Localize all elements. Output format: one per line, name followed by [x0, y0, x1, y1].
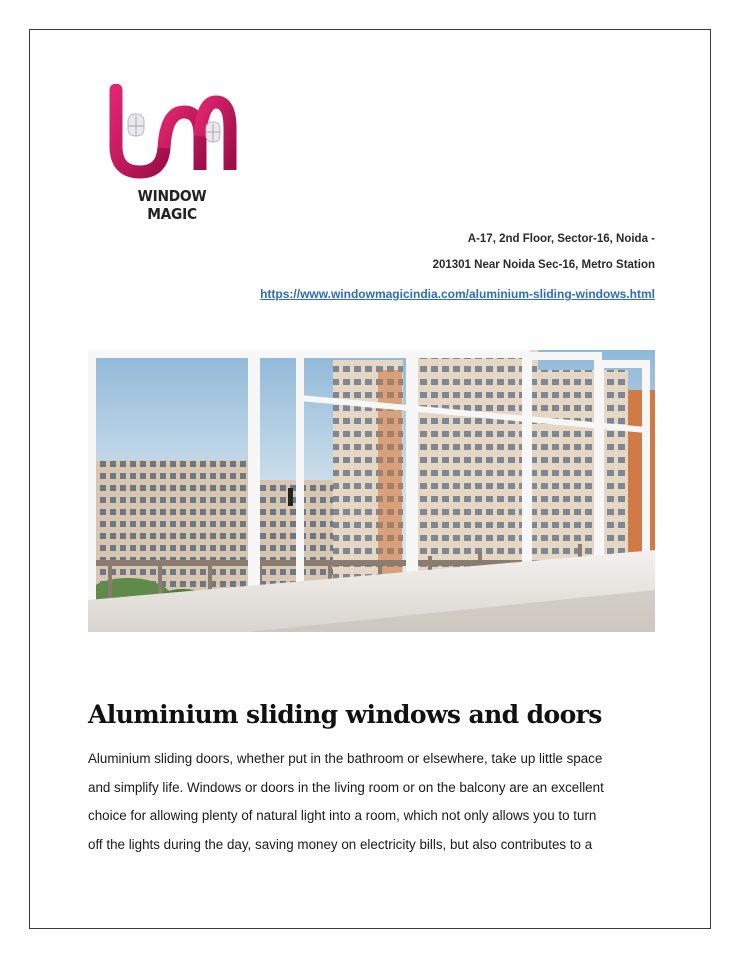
- logo-mark-icon: [106, 84, 238, 184]
- logo-brand-text: WINDOW MAGIC: [137, 187, 207, 223]
- paragraph-line: off the lights during the day, saving money on electricity bills, but also contributes to a: [88, 836, 593, 852]
- article-paragraph: [88, 745, 668, 859]
- sliding-windows-photo-icon: [88, 350, 655, 632]
- article-heading: Aluminium sliding windows and doors: [88, 700, 602, 729]
- website-link[interactable]: https://www.windowmagicindia.com/aluminium-sliding-windows.html: [260, 287, 655, 301]
- window-magic-logo: [106, 84, 238, 223]
- hero-photo: [88, 350, 655, 632]
- address-line-1: A-17, 2nd Floor, Sector-16, Noida -: [467, 233, 655, 245]
- paragraph-line: and simplify life. Windows or doors in the living room or on the balcony are an excellent: [88, 779, 604, 795]
- address-line-2: 201301 Near Noida Sec-16, Metro Station: [432, 259, 655, 271]
- paragraph-line: choice for allowing plenty of natural light into a room, which not only allows you to turn: [88, 808, 597, 823]
- paragraph-line: Aluminium sliding doors, whether put in the bathroom or elsewhere, take up little space: [88, 751, 603, 766]
